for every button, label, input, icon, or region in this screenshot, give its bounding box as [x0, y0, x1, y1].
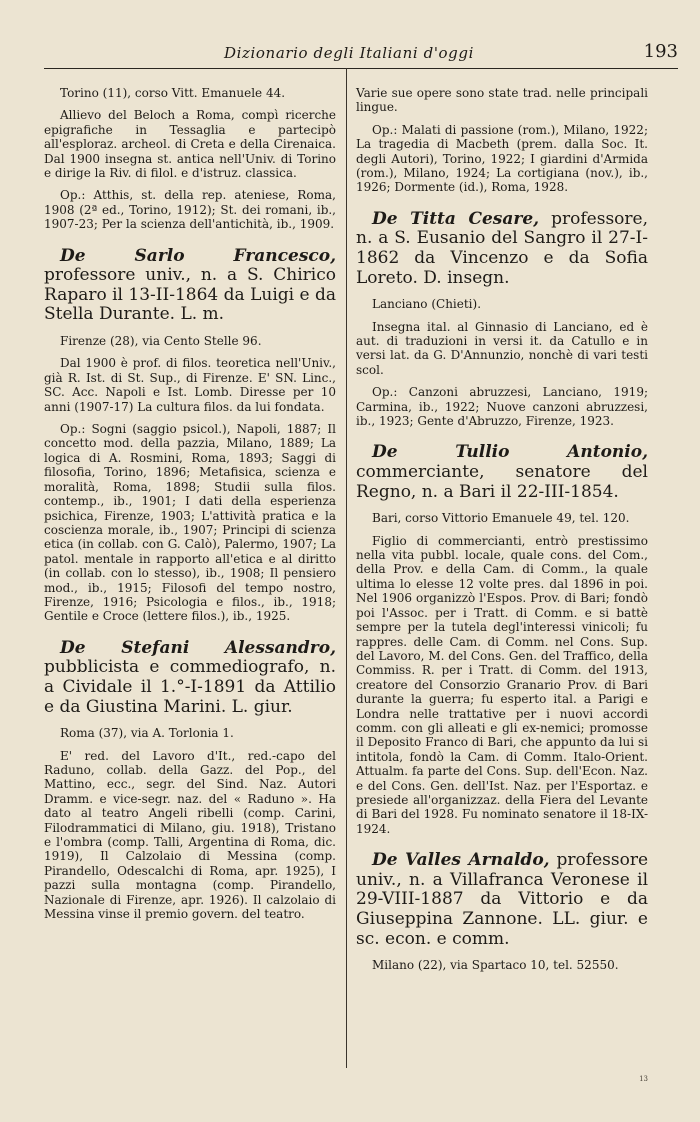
- left-column: [44, 86, 336, 921]
- entry-bio: E' red. del Lavoro d'It., red.-capo del Raduno, collab. della Gazz. del Pop., del Mattino, ecc., segr. del Sind. Naz. Autori Dramm. e vice-segr. naz. del « Raduno ». Ha dato al teatro Angeli ribelli (comp. Carini, Filodrammatici di Milano, giu. 1918), Tristano e l'ombra (comp. Talli, Argentina di Roma, dic. 1919), Il Calzolaio di Messina (comp. Pirandello, Odescalchi di Roma, apr. 1925), I pazzi sulla montagna (comp. Pirandello, Nazionale di Firenze, apr. 1926). Il calzolaio di Messina vinse il premio govern. del teatro.: [44, 748, 336, 921]
- entry-bio: Insegna ital. al Ginnasio di Lanciano, ed è aut. di traduzioni in versi it. da Catullo e in versi lat. da G. D'Annunzio, nonchè di vari testi scol.: [356, 319, 648, 377]
- entry-heading-de-stefani: [44, 639, 336, 717]
- entry-name: De Valles Arnaldo,: [372, 850, 550, 871]
- entry-name: De Stefani Alessandro,: [60, 637, 336, 658]
- signature-mark: 13: [639, 1075, 648, 1083]
- entry-heading-de-valles: [356, 851, 648, 949]
- entry-heading-de-tullio: [356, 443, 648, 502]
- entry-bio: Dal 1900 è prof. di filos. teoretica nell'Univ., già R. Ist. di St. Sup., di Firenze. E' SN. Linc., SC. Acc. Napoli e Ist. Lomb. Diresse per 10 anni (1907-17) La cultura filos. da lui fondata.: [44, 356, 336, 414]
- entry-heading-text: professore univ., n. a S. Chirico Raparo il 13-II-1864 da Luigi e da Stella Durante. L. m.: [44, 265, 336, 325]
- entry-address: Lanciano (Chieti).: [372, 297, 482, 312]
- entry-works: Op.: Canzoni abruzzesi, Lanciano, 1919; Carmina, ib., 1922; Nuove canzoni abruzzesi, ib., 1923; Gente d'Abruzzo, Firenze, 1923.: [356, 385, 648, 429]
- entry-continued-works: Op.: Malati di passione (rom.), Milano, 1922; La tragedia di Macbeth (prem. dalla Soc. It. degli Autori), Torino, 1922; I giardini d'Armida (rom.), Milano, 1924; La cortigiana (nov.), ib., 1926; Dormente (id.), Roma, 1928.: [356, 122, 648, 195]
- running-title: Dizionario degli Italiani d'oggi: [224, 44, 474, 62]
- entry-heading-de-titta: [356, 210, 648, 288]
- entry-address: Roma (37), via A. Torlonia 1.: [60, 726, 234, 741]
- page-number: 193: [643, 41, 678, 62]
- entry-heading-text: pubblicista e commediografo, n. a Cividale il 1.°-I-1891 da Attilio e da Giustina Marini. L. giur.: [44, 657, 336, 717]
- entry-continued-address: Torino (11), corso Vitt. Emanuele 44.: [60, 86, 286, 100]
- entry-heading-text: professore univ., n. a Villafranca Veronese il 29-VIII-1887 da Vittorio e da Giuseppina Zannone. LL. giur. e sc. econ. e comm.: [356, 850, 649, 949]
- right-column: [356, 86, 648, 981]
- entry-heading-text: commerciante, senatore del Regno, n. a Bari il 22-III-1854.: [356, 462, 648, 502]
- entry-works: Op.: Sogni (saggio psicol.), Napoli, 1887; Il concetto mod. della pazzia, Milano, 1889; La logica di A. Rosmini, Roma, 1893; Saggi di filosofia, Torino, 1896; Metafisica, scienza e moralità, Roma, 1898; Studii sulla filos. contemp., ib., 1901; I dati della esperienza psichica, Firenze, 1903; L'attività pratica e la coscienza morale, ib., 1907; Principi di scienza etica (in collab. con G. Calò), Palermo, 1907; La patol. mentale in rapporto all'etica e al diritto (in collab. con lo stesso), ib., 1908; Il pensiero mod., ib., 1915; Filosofi del tempo nostro, Firenze, 1916; Psicologia e filos., ib., 1918; Gentile e Croce (lettere filos.), ib., 1925.: [44, 422, 336, 624]
- column-divider: [346, 68, 347, 1068]
- entry-address: Bari, corso Vittorio Emanuele 49, tel. 120.: [372, 511, 630, 526]
- entry-heading-text: professore, n. a S. Eusanio del Sangro il 27-I-1862 da Vincenzo e da Sofia Loreto. D. insegn.: [356, 208, 648, 288]
- running-header: [44, 40, 678, 69]
- entry-bio: Figlio di commercianti, entrò prestissimo nella vita pubbl. locale, quale cons. del Com., della Prov. e della Cam. di Comm., la quale ultima lo elesse 12 volte pres. dal 1896 in poi. Nel 1906 organizzò l'Espos. Prov. di Bari; fondò poi l'Assoc. per i Tratt. di Comm. e si battè sempre per la tutela degl'interessi vinicoli; fu rappres. delle Cam. di Comm. nel Cons. Sup. del Lavoro, M. del Cons. Gen. del Traffico, della Commiss. R. per i Tratt. di Comm. del 1913, creatore del Consorzio Granario Prov. di Bari durante la guerra; fu esperto ital. a Parigi e Londra nelle trattative per i nuovi accordi comm. con gli alleati e gli ex-nemici; promosse il Deposito Franco di Bari, che appunto da lui si intitola, fondò la Cam. di Comm. Italo-Orient. Attualm. fa parte del Cons. Sup. dell'Econ. Naz. e del Cons. Gen. dell'Ist. Naz. per l'Esportaz. e presiede all'organizzaz. della Fiera del Levante di Bari del 1928. Fu nominato senatore il 18-IX-1924.: [356, 533, 648, 836]
- entry-continued-bio: Varie sue opere sono state trad. nelle principali lingue.: [356, 86, 648, 115]
- entry-continued-bio: Allievo del Beloch a Roma, compì ricerche epigrafiche in Tessaglia e partecipò all'esploraz. archeol. di Creta e della Cirenaica. Dal 1900 insegna st. antica nell'Univ. di Torino e dirige la Riv. di filol. e d'istruz. classica.: [44, 108, 336, 181]
- entry-heading-de-sarlo: [44, 247, 336, 325]
- entry-name: De Titta Cesare,: [372, 208, 540, 229]
- entry-name: De Sarlo Francesco,: [60, 245, 336, 266]
- entry-address: Firenze (28), via Cento Stelle 96.: [60, 334, 262, 349]
- entry-name: De Tullio Antonio,: [372, 442, 648, 463]
- entry-address: Milano (22), via Spartaco 10, tel. 52550.: [372, 958, 619, 973]
- entry-continued-works: Op.: Atthis, st. della rep. ateniese, Roma, 1908 (2ª ed., Torino, 1912); St. dei romani, ib., 1907-23; Per la scienza dell'antichità, ib., 1909.: [44, 188, 336, 232]
